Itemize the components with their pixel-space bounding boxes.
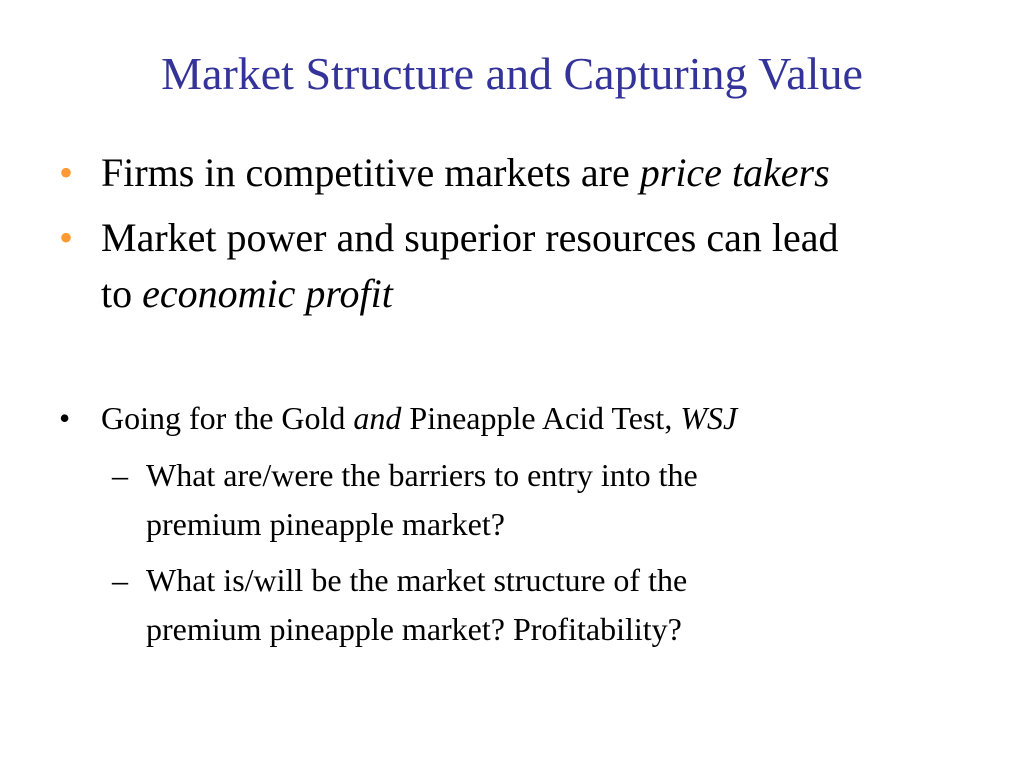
text-run: Going for the Gold <box>101 400 354 436</box>
sub-bullet-line-1: What are/were the barriers to entry into the <box>146 457 698 493</box>
slide-title: Market Structure and Capturing Value <box>161 48 863 99</box>
bullet-text-line-1: Market power and superior resources can lead <box>101 215 839 260</box>
text-run: Firms in competitive markets are <box>101 150 640 195</box>
text-run: to <box>101 271 143 316</box>
sub-bullet-line-2: premium pineapple market? <box>146 506 505 542</box>
bullet-marker: • <box>59 400 71 436</box>
text-run: Pineapple Acid Test, <box>401 400 681 436</box>
bullet-text <box>101 145 830 201</box>
italic-run: economic profit <box>142 271 393 316</box>
italic-run: price takers <box>639 150 830 195</box>
dash-marker: – <box>112 457 128 493</box>
italic-run: WSJ <box>680 400 738 436</box>
bullet-text-line-2 <box>101 266 393 322</box>
bullet-marker: • <box>59 215 74 260</box>
sub-bullet-line-1: What is/will be the market structure of the <box>146 562 688 598</box>
dash-marker: – <box>112 562 128 598</box>
bullet-text <box>101 396 737 440</box>
italic-run: and <box>353 400 402 436</box>
sub-bullet-line-2: premium pineapple market? Profitability? <box>146 611 682 647</box>
bullet-marker: • <box>59 150 74 195</box>
